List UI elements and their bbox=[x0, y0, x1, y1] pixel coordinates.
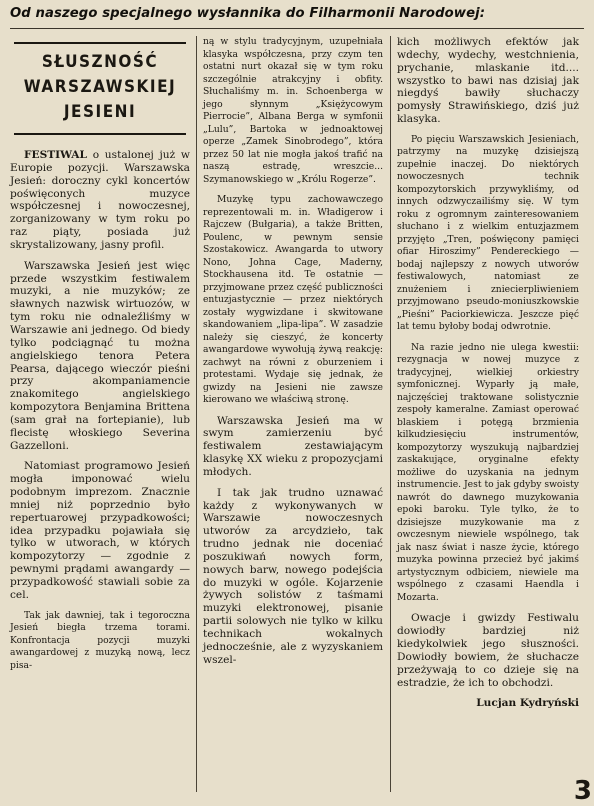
article-title bbox=[14, 42, 186, 135]
top-rule bbox=[10, 28, 584, 29]
article-paragraph bbox=[397, 612, 579, 689]
author-byline: Lucjan Kydryński bbox=[476, 697, 579, 710]
article-paragraph bbox=[10, 149, 190, 252]
article-paragraph bbox=[10, 460, 190, 601]
lead-word: FESTIWAL bbox=[24, 149, 87, 161]
paragraph-text: Muzykę typu zachowawczego reprezentowali m. in. Władigerow i Rajczew (Bułgaria), a także Britten, Poulenc, w pewnym sensie Szostakowicz. Awangarda to utwory Nono, Johna Cage, Maderny, Stockhausena itd. Te ostatnie — przyjmowane przez część publiczności entuzjastycznie — przez niektórych zostały wygwizdane i skwitowane skandowaniem „lipa-lipa”. W zasadzie należy się cieszyć, że koncerty awangardowe wywołują żywą reakcję: zachwyt na równi z oburzeniem i protestami. Wydaje się jednak, że gwizdy na Jesieni nie zawsze kierowano we właściwą stronę. bbox=[203, 194, 383, 405]
paragraph-text: Owacje i gwizdy Festiwalu dowiodły bardziej niż kiedykolwiek jego słuszności. Dowiodły bowiem, że słuchacze przeżywają to co dzieje się na estradzie, że ich to obchodzi. bbox=[397, 612, 579, 689]
paragraph-text: Na razie jedno nie ulega kwestii: rezygnacja w nowej muzyce z tradycyjnej, wielkiej orkiestry symfonicznej. Wyparły ją małe, najczęściej traktowane solistycznie zespoły kameralne. Zamiast operować blaskiem i potęgą brzmienia kilkudziesięciu instrumentów, kompozytorzy wyszukują najbardziej zaskakujące, oryginalne efekty możliwe do uzyskania na jednym instrumencie. Jest to jak gdyby swoisty nawrót do dawnego muzykowania epoki baroku. Tyle tylko, że to dzisiejsze muzykowanie ma z owczesnym niewiele wspólnego, tak jak nasz świat i nasze życie, którego muzyka powinna przecież być jakimś artystycznym odbiciem, niewiele ma wspólnego z czasami Haendla i Mozarta. bbox=[397, 341, 579, 603]
paragraph-text: I tak jak trudno uznawać każdy z wykonywanych w Warszawie nowoczesnych utworów za arcydzieło, tak trudno jednak nie doceniać poszukiwań nowych form, nowych barw, nowego podejścia do muzyki w ogóle. Kojarzenie żywych solistów z taśmami muzyki elektronowej, pisanie partii solowych nie tylko w kilku technikach wokalnych jednocześnie, ale z wyzyskaniem wszel- bbox=[203, 486, 383, 666]
section-headline: Od naszego specjalnego wysłannika do Filharmonii Narodowej: bbox=[10, 6, 486, 21]
page-number: 3 bbox=[573, 776, 592, 806]
article-paragraph bbox=[203, 194, 383, 407]
article-paragraph bbox=[397, 342, 579, 605]
article-paragraph bbox=[203, 487, 383, 667]
article-column-1 bbox=[10, 36, 190, 680]
paragraph-text: Tak jak dawniej, tak i tegoroczna Jesień biegła trzema torami. Konfrontacja pozycji muzyki awangardowej z muzyką nową, lecz pisa- bbox=[10, 609, 190, 671]
paragraph-text: Warszawska Jesień ma w swym zamierzeniu być festiwalem zestawiającym klasykę XX wieku z propozycjami młodych. bbox=[203, 414, 383, 478]
article-paragraph bbox=[10, 260, 190, 453]
article-paragraph bbox=[203, 415, 383, 479]
article-paragraph bbox=[10, 610, 190, 673]
article-paragraph bbox=[397, 36, 579, 126]
title-line-3: JESIENI bbox=[63, 102, 137, 122]
paragraph-text: kich możliwych efektów jak wdechy, wydechy, westchnienia, prychanie, mlaskanie itd.... wszystko to bawi nas dzisiaj jak niegdyś bawiły słuchaczy pomysły Strawińskiego, dziś już klasyka. bbox=[397, 36, 579, 126]
paragraph-text: ną w stylu tradycyjnym, uzupełniała klasyka współczesna, przy czym ten ostatni nurt okazał się w tym roku szczególnie atrakcyjny i obfity. Słuchaliśmy m. in. Schoenberga w jego słynnym „Księżycowym Pierrocie”, Albana Berga w symfonii „Lulu”, Bartoka w jednoaktowej operze „Zamek Sinobrodego”, która przez 50 lat nie mogła jakoś trafić na naszą estradę, wreszcie... Szymanowskiego w „Królu Rogerze”. bbox=[203, 36, 383, 185]
article-column-3 bbox=[397, 36, 579, 710]
paragraph-text: o ustalonej już w Europie pozycji. Warszawska Jesień: doroczny cykl koncertów poświęconych muzyce współczesnej i nowoczesnej, zorganizowany w tym roku po raz piąty, posiada już skrystalizowany, jasny profil. bbox=[10, 149, 190, 251]
article-paragraph bbox=[397, 134, 579, 334]
column-divider-1 bbox=[196, 36, 197, 792]
title-line-2: WARSZAWSKIEJ bbox=[23, 77, 177, 97]
article-column-2 bbox=[203, 36, 383, 675]
paragraph-text: Po pięciu Warszawskich Jesieniach, patrzymy na muzykę dzisiejszą zupełnie inaczej. Do niektórych nowoczesnych technik kompozytorskich przywykliśmy, od innych odzwyczailiśmy się. W tym roku z ogromnym zainteresowaniem słuchano i z wielkim entuzjazmem przyjęto „Tren, poświęcony pamięci ofiar Hiroszimy” Pendereckiego — bodaj najlepszy z nowych utworów festiwalowych, natomiast ze znużeniem i zniecierpliwieniem przyjmowano pseudo-moniuszkowskie „Pieśni” Paciorkiewicza. Jeszcze pięć lat temu byłoby bodaj odwrotnie. bbox=[397, 133, 579, 333]
title-line-1: SŁUSZNOŚĆ bbox=[41, 52, 159, 72]
article-paragraph bbox=[203, 36, 383, 186]
column-divider-2 bbox=[390, 36, 391, 792]
paragraph-text: Warszawska Jesień jest więc przede wszystkim festiwalem muzyki, a nie muzyków; ze sławnych nazwisk wirtuozów, w tym roku nie odnaleźliśmy w Warszawie ani jednego. Od biedy tylko podciągnąć tu można angielskiego tenora Petera Pearsa, dającego wieczór pieśni przy akompaniamencie znakomitego angielskiego kompozytora Benjamina Brittena (sam grał na fortepianie), lub flecistę włoskiego Severina Gazzelloni. bbox=[10, 259, 190, 452]
paragraph-text: Natomiast programowo Jesień mogła imponować wielu podobnym imprezom. Znacznie mniej niż poprzednio było repertuarowej przypadkowości; idea przypadku pojawiała się tylko w utworach, w których kompozytorzy — zgodnie z pewnymi prądami awangardy — przypadkowość stawiali sobie za cel. bbox=[10, 460, 190, 601]
